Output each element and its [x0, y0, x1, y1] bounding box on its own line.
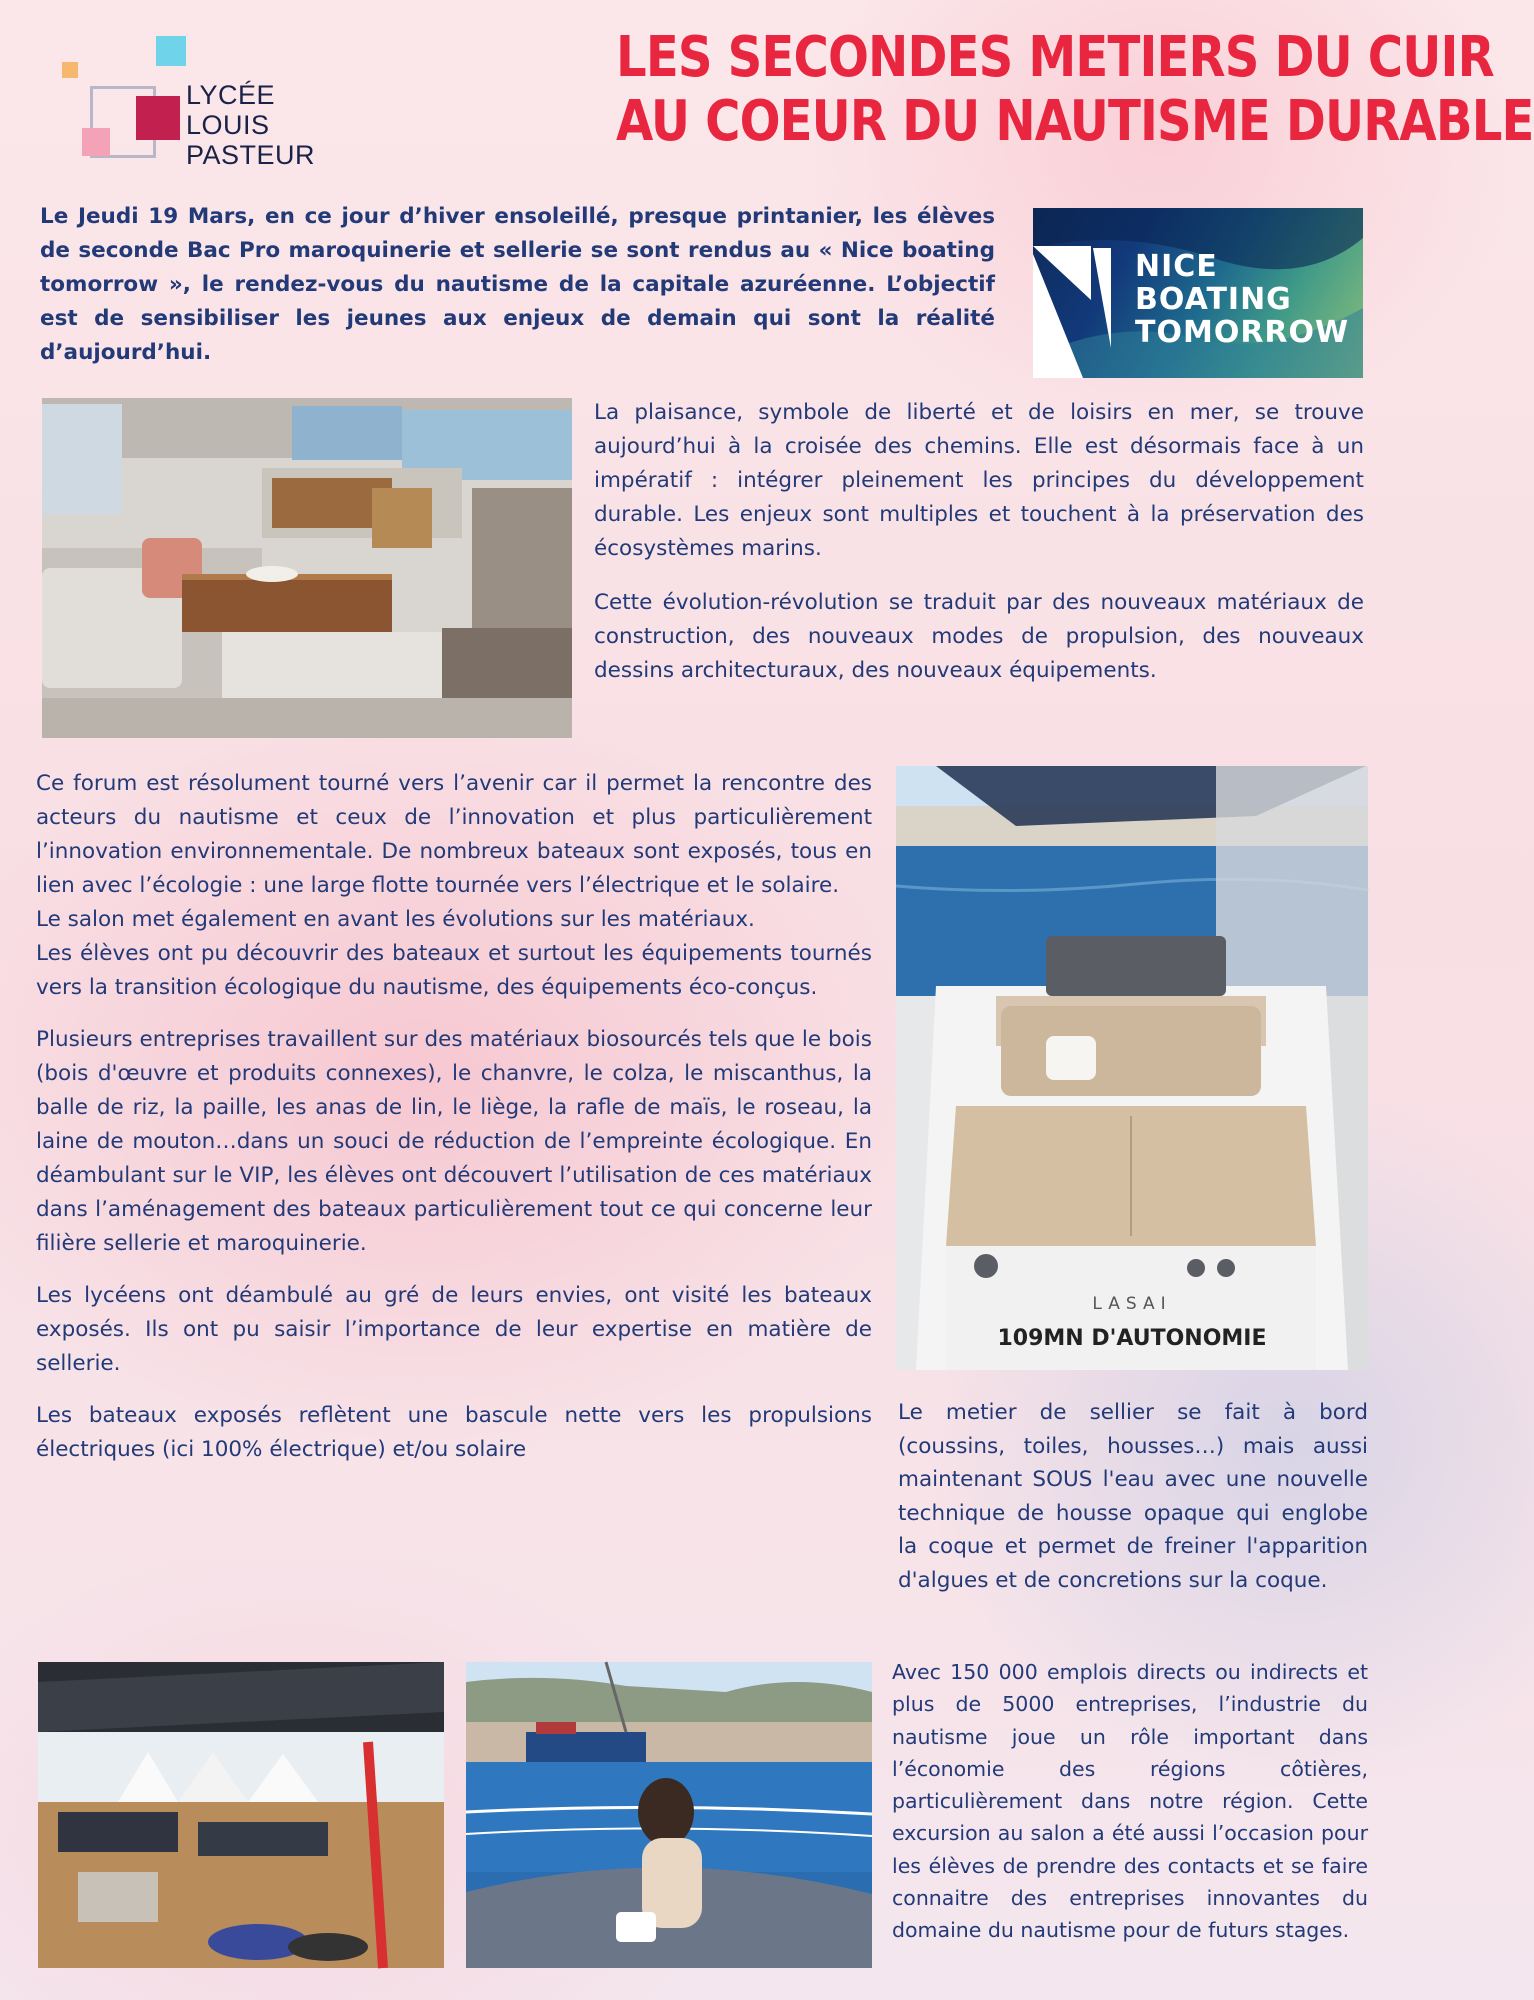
boat-lounge-photo	[38, 1662, 444, 1968]
logo-square-orange	[62, 62, 78, 78]
logo-line: LYCÉE	[186, 80, 276, 110]
logo-line: LOUIS	[186, 110, 270, 140]
paragraph-industrie: Avec 150 000 emplois directs ou indirects et plus de 5000 entreprises, l’industrie du nautisme joue un rôle important dans l’économie des régions côtières, particulièrement dans notre région. Cette excursion au salon a été aussi l’occasion pour les élèves de prendre des contacts et se faire connaitre des entreprises innovantes du domaine du nautisme pour de futurs stages.	[892, 1660, 1368, 1943]
title-line-1: LES SECONDES METIERS DU CUIR	[616, 25, 1494, 90]
paragraph-sellier: Le metier de sellier se fait à bord (coussins, toiles, housses…) mais aussi maintenant SOUS l'eau avec une nouvelle technique de housse opaque qui englobe la coque et permet de freiner l'apparition d'algues et de concretions sur la coque.	[898, 1400, 1368, 1593]
paragraph-evolution: Cette évolution-révolution se traduit par des nouveaux matériaux de construction, des nouveaux modes de propulsion, des nouveaux dessins architecturaux, des nouveaux équipements.	[594, 590, 1364, 683]
paragraph-bateaux: Les bateaux exposés reflètent une bascule nette vers les propulsions électriques (ici 100% électrique) et/ou solaire	[36, 1403, 872, 1462]
paragraph-eleves: Les élèves ont pu découvrir des bateaux et surtout les équipements tournés vers la transition écologique du nautisme, des équipements éco-conçus.	[36, 941, 872, 1000]
intro-paragraph: Le Jeudi 19 Mars, en ce jour d’hiver ensoleillé, presque printanier, les élèves de seconde Bac Pro maroquinerie et sellerie se sont rendus au « Nice boating tomorrow », le rendez-vous du nautisme de la capitale azuréenne. L’objectif est de sensibiliser les jeunes aux enjeux de demain qui sont la réalité d’aujourd’hui.	[40, 204, 995, 365]
section-plaisance	[594, 396, 1364, 688]
school-logo	[60, 34, 320, 174]
paragraph-biosources: Plusieurs entreprises travaillent sur des matériaux biosourcés tels que le bois (bois d'œuvre et produits connexes), le chanvre, le colza, le miscanthus, la balle de riz, la paille, les anas de lin, le liège, la rafle de maïs, le roseau, la laine de mouton…dans un souci de réduction de l’empreinte écologique. En déambulant sur le VIP, les élèves ont découvert l’utilisation de ces matériaux dans l’aménagement des bateaux particulièrement tout ce qui concerne leur filière sellerie et maroquinerie.	[36, 1027, 872, 1256]
paragraph-salon: Le salon met également en avant les évolutions sur les matériaux.	[36, 907, 755, 932]
yacht-interior-illustration	[42, 398, 572, 738]
paragraph-lyceens: Les lycéens ont déambulé au gré de leurs envies, ont visité les bateaux exposés. Ils ont pu saisir l’importance de leur expertise en matière de sellerie.	[36, 1283, 872, 1376]
logo-square-pink	[82, 128, 110, 156]
boat-deck-illustration	[896, 766, 1368, 1370]
paragraph-plaisance: La plaisance, symbole de liberté et de loisirs en mer, se trouve aujourd’hui à la croisée des chemins. Elle est désormais face à un impératif : intégrer pleinement les principes du développement durable. Les enjeux sont multiples et touchent à la préservation des écosystèmes marins.	[594, 400, 1364, 561]
boat-lounge-illustration	[38, 1662, 444, 1968]
boat-autonomy-caption: 109MN D'AUTONOMIE	[997, 1326, 1267, 1351]
nbt-line: BOATING	[1135, 282, 1292, 317]
nbt-line: TOMORROW	[1135, 315, 1350, 350]
section-forum	[36, 767, 872, 1467]
page-title	[616, 25, 1534, 154]
student-boat-illustration	[466, 1662, 872, 1968]
student-on-boat-photo	[466, 1662, 872, 1968]
logo-line: PASTEUR	[186, 140, 316, 170]
nice-boating-tomorrow-logo	[1033, 208, 1363, 378]
logo-square-magenta	[136, 96, 180, 140]
paragraph-forum: Ce forum est résolument tourné vers l’avenir car il permet la rencontre des acteurs du nautisme et ceux de l’innovation et plus particulièrement l’innovation environnementale. De nombreux bateaux sont exposés, tous en lien avec l’écologie : une large flotte tournée vers l’électrique et le solaire.	[36, 771, 872, 898]
yacht-interior-photo	[42, 398, 572, 738]
nbt-text	[1135, 250, 1349, 349]
title-line-2: AU COEUR DU NAUTISME DURABLE	[616, 89, 1534, 154]
boat-brand-label: LASAI	[1092, 1294, 1172, 1314]
nbt-line: NICE	[1135, 249, 1218, 284]
logo-square-cyan	[156, 36, 186, 66]
logo-text	[186, 80, 315, 170]
electric-boat-photo	[896, 766, 1368, 1370]
